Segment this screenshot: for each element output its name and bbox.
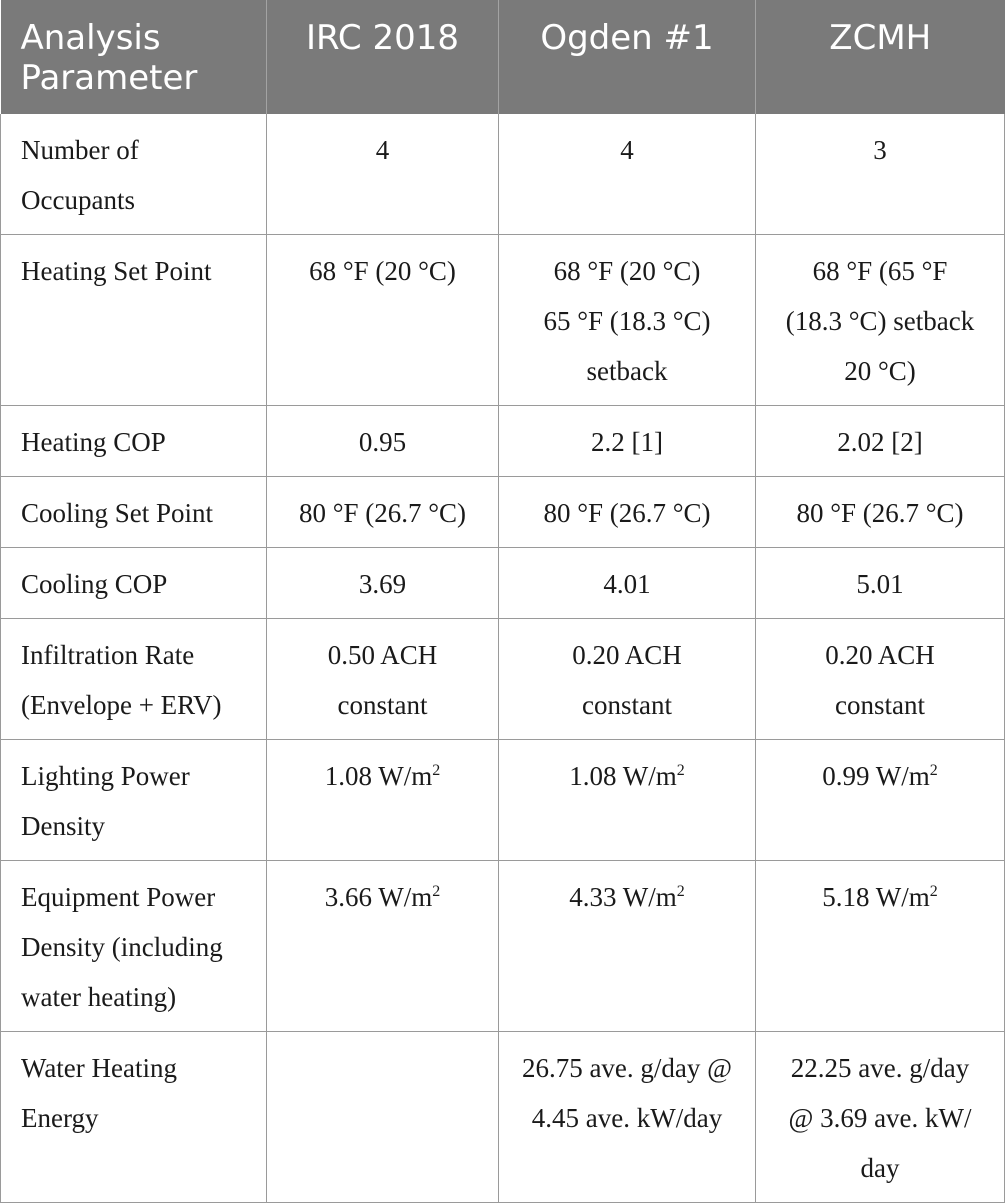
cell-text: constant: [582, 690, 672, 720]
cell-text-line: [766, 1043, 994, 1093]
cell-text-line: [509, 346, 745, 396]
cell-text: 80 °F (26.7 °C): [796, 498, 964, 528]
cell-text-line: [509, 872, 745, 922]
cell-ogden-1: [499, 740, 756, 861]
cell-ogden-1: [499, 619, 756, 740]
cell-text-line: [21, 417, 252, 467]
cell-text: 68 °F (65 °F: [812, 256, 948, 286]
table-row: [1, 114, 1005, 235]
table-row: [1, 740, 1005, 861]
cell-irc-2018: [267, 406, 499, 477]
cell-text: setback: [586, 356, 668, 386]
cell-text-line: [21, 972, 252, 1022]
cell-text: constant: [835, 690, 925, 720]
cell-text: 68 °F (20 °C): [309, 256, 456, 286]
cell-text: 0.50 ACH: [327, 640, 438, 670]
cell-text-line: [21, 559, 252, 609]
cell-zcmh: [756, 619, 1005, 740]
cell-text: 5.01: [856, 569, 904, 599]
cell-text: constant: [337, 690, 428, 720]
unit-exponent: 2: [432, 762, 441, 779]
table-row: [1, 406, 1005, 477]
cell-text-line: [509, 125, 745, 175]
cell-zcmh: [756, 406, 1005, 477]
cell-parameter: [1, 740, 267, 861]
cell-zcmh: [756, 235, 1005, 406]
cell-text: Density: [21, 811, 105, 841]
cell-text: 4.01: [603, 569, 651, 599]
cell-text-line: [509, 751, 745, 801]
cell-text-line: [766, 751, 994, 801]
cell-text-line: [21, 922, 252, 972]
cell-text: 4.45 ave. kW/day: [531, 1103, 723, 1133]
unit-exponent: 2: [929, 762, 938, 779]
cell-parameter: [1, 619, 267, 740]
cell-text-line: [509, 488, 745, 538]
cell-irc-2018: [267, 114, 499, 235]
cell-text-line: [766, 125, 994, 175]
table-row: [1, 861, 1005, 1032]
cell-text: 68 °F (20 °C): [553, 256, 701, 286]
cell-text: 20 °C): [844, 356, 916, 386]
table-row: [1, 477, 1005, 548]
cell-text: 1.08 W/m: [324, 761, 433, 791]
cell-text-line: [766, 417, 994, 467]
cell-parameter: [1, 477, 267, 548]
cell-parameter: [1, 406, 267, 477]
cell-text: 4.33 W/m: [569, 882, 677, 912]
cell-text: 5.18 W/m: [822, 882, 930, 912]
cell-text-line: [21, 125, 252, 175]
cell-text: 80 °F (26.7 °C): [543, 498, 711, 528]
cell-irc-2018: [267, 861, 499, 1032]
cell-text-line: [21, 751, 252, 801]
cell-irc-2018: [267, 740, 499, 861]
cell-text: Number of: [21, 135, 139, 165]
cell-text-line: [277, 751, 488, 801]
table-row: [1, 1032, 1005, 1203]
cell-text: 0.20 ACH: [572, 640, 682, 670]
cell-text: Cooling COP: [21, 569, 168, 599]
cell-text-line: [766, 872, 994, 922]
header-zcmh: ZCMH: [756, 0, 1005, 114]
cell-text-line: [277, 246, 488, 296]
cell-text: 4: [375, 135, 390, 165]
cell-ogden-1: [499, 1032, 756, 1203]
cell-text: 0.99 W/m: [822, 761, 930, 791]
cell-text-line: [277, 125, 488, 175]
cell-text: (Envelope + ERV): [21, 690, 222, 720]
cell-text: 26.75 ave. g/day @: [521, 1053, 733, 1083]
table-row: [1, 235, 1005, 406]
cell-text-line: [277, 630, 488, 680]
cell-parameter: [1, 548, 267, 619]
cell-text-line: [766, 1143, 994, 1193]
cell-parameter: [1, 235, 267, 406]
cell-text-line: [21, 630, 252, 680]
cell-text-line: [277, 559, 488, 609]
cell-zcmh: [756, 861, 1005, 1032]
cell-text-line: [21, 872, 252, 922]
cell-text-line: [509, 417, 745, 467]
cell-text-line: [766, 630, 994, 680]
cell-irc-2018: [267, 619, 499, 740]
cell-text: water heating): [21, 982, 177, 1012]
cell-text-line: [277, 417, 488, 467]
cell-text-line: [277, 872, 488, 922]
cell-text-line: [21, 680, 252, 730]
cell-text: Lighting Power: [21, 761, 190, 791]
cell-text-line: [277, 680, 488, 730]
cell-text-line: [766, 296, 994, 346]
cell-text: Energy: [21, 1103, 99, 1133]
header-row: [1, 0, 1005, 114]
cell-text-line: [509, 1093, 745, 1143]
cell-text-line: [21, 246, 252, 296]
cell-text: Equipment Power: [21, 882, 216, 912]
header-ogden-1: Ogden #1: [499, 0, 756, 114]
cell-ogden-1: [499, 235, 756, 406]
cell-text: 4: [620, 135, 634, 165]
cell-zcmh: [756, 477, 1005, 548]
cell-zcmh: [756, 114, 1005, 235]
cell-text: 3.69: [358, 569, 407, 599]
cell-text-line: [766, 680, 994, 730]
cell-text: Water Heating: [21, 1053, 178, 1083]
cell-text: 0.95: [358, 427, 407, 457]
cell-text: 22.25 ave. g/day: [790, 1053, 970, 1083]
cell-text-line: [766, 488, 994, 538]
cell-text: Heating COP: [21, 427, 166, 457]
cell-text-line: [21, 175, 252, 225]
unit-exponent: 2: [676, 883, 685, 900]
cell-irc-2018: [267, 477, 499, 548]
cell-text-line: [509, 296, 745, 346]
cell-ogden-1: [499, 548, 756, 619]
cell-zcmh: [756, 1032, 1005, 1203]
cell-text: 65 °F (18.3 °C): [543, 306, 711, 336]
cell-text: Heating Set Point: [21, 256, 212, 286]
cell-text-line: [21, 488, 252, 538]
cell-ogden-1: [499, 406, 756, 477]
table-row: [1, 619, 1005, 740]
cell-text: 3: [873, 135, 887, 165]
cell-text-line: [509, 680, 745, 730]
cell-text-line: [766, 346, 994, 396]
cell-text: (18.3 °C) setback: [785, 306, 975, 336]
cell-irc-2018: [267, 235, 499, 406]
cell-text-line: [766, 1093, 994, 1143]
cell-parameter: [1, 1032, 267, 1203]
cell-zcmh: [756, 740, 1005, 861]
cell-text-line: [766, 559, 994, 609]
cell-text: 2.2 [1]: [591, 427, 663, 457]
cell-text: day: [860, 1153, 900, 1183]
cell-text: @ 3.69 ave. kW/: [788, 1103, 972, 1133]
cell-text: 0.20 ACH: [825, 640, 935, 670]
cell-text: Cooling Set Point: [21, 498, 214, 528]
cell-text-line: [21, 801, 252, 851]
cell-text-line: [509, 1043, 745, 1093]
cell-zcmh: [756, 548, 1005, 619]
cell-text-line: [21, 1043, 252, 1093]
header-parameter-line: Analysis: [20, 18, 161, 58]
cell-text-line: [509, 630, 745, 680]
unit-exponent: 2: [676, 762, 685, 779]
cell-ogden-1: [499, 477, 756, 548]
cell-text: Infiltration Rate: [21, 640, 195, 670]
cell-text: Occupants: [21, 185, 135, 215]
cell-text-line: [509, 559, 745, 609]
cell-parameter: [1, 861, 267, 1032]
cell-text-line: [21, 1093, 252, 1143]
cell-irc-2018: [267, 548, 499, 619]
cell-text: 3.66 W/m: [324, 882, 433, 912]
cell-text: 80 °F (26.7 °C): [298, 498, 467, 528]
cell-ogden-1: [499, 114, 756, 235]
cell-text: 2.02 [2]: [837, 427, 923, 457]
table-row: [1, 548, 1005, 619]
cell-text-line: [277, 488, 488, 538]
header-parameter-line: Parameter: [20, 58, 198, 98]
unit-exponent: 2: [432, 883, 441, 900]
cell-text-line: [766, 246, 994, 296]
cell-irc-2018: [267, 1032, 499, 1203]
cell-text-line: [509, 246, 745, 296]
cell-parameter: [1, 114, 267, 235]
unit-exponent: 2: [929, 883, 938, 900]
header-analysis-parameter: [1, 0, 267, 114]
cell-ogden-1: [499, 861, 756, 1032]
cell-text: 1.08 W/m: [569, 761, 677, 791]
header-irc-2018: IRC 2018: [267, 0, 499, 114]
cell-text: Density (including: [21, 932, 223, 962]
